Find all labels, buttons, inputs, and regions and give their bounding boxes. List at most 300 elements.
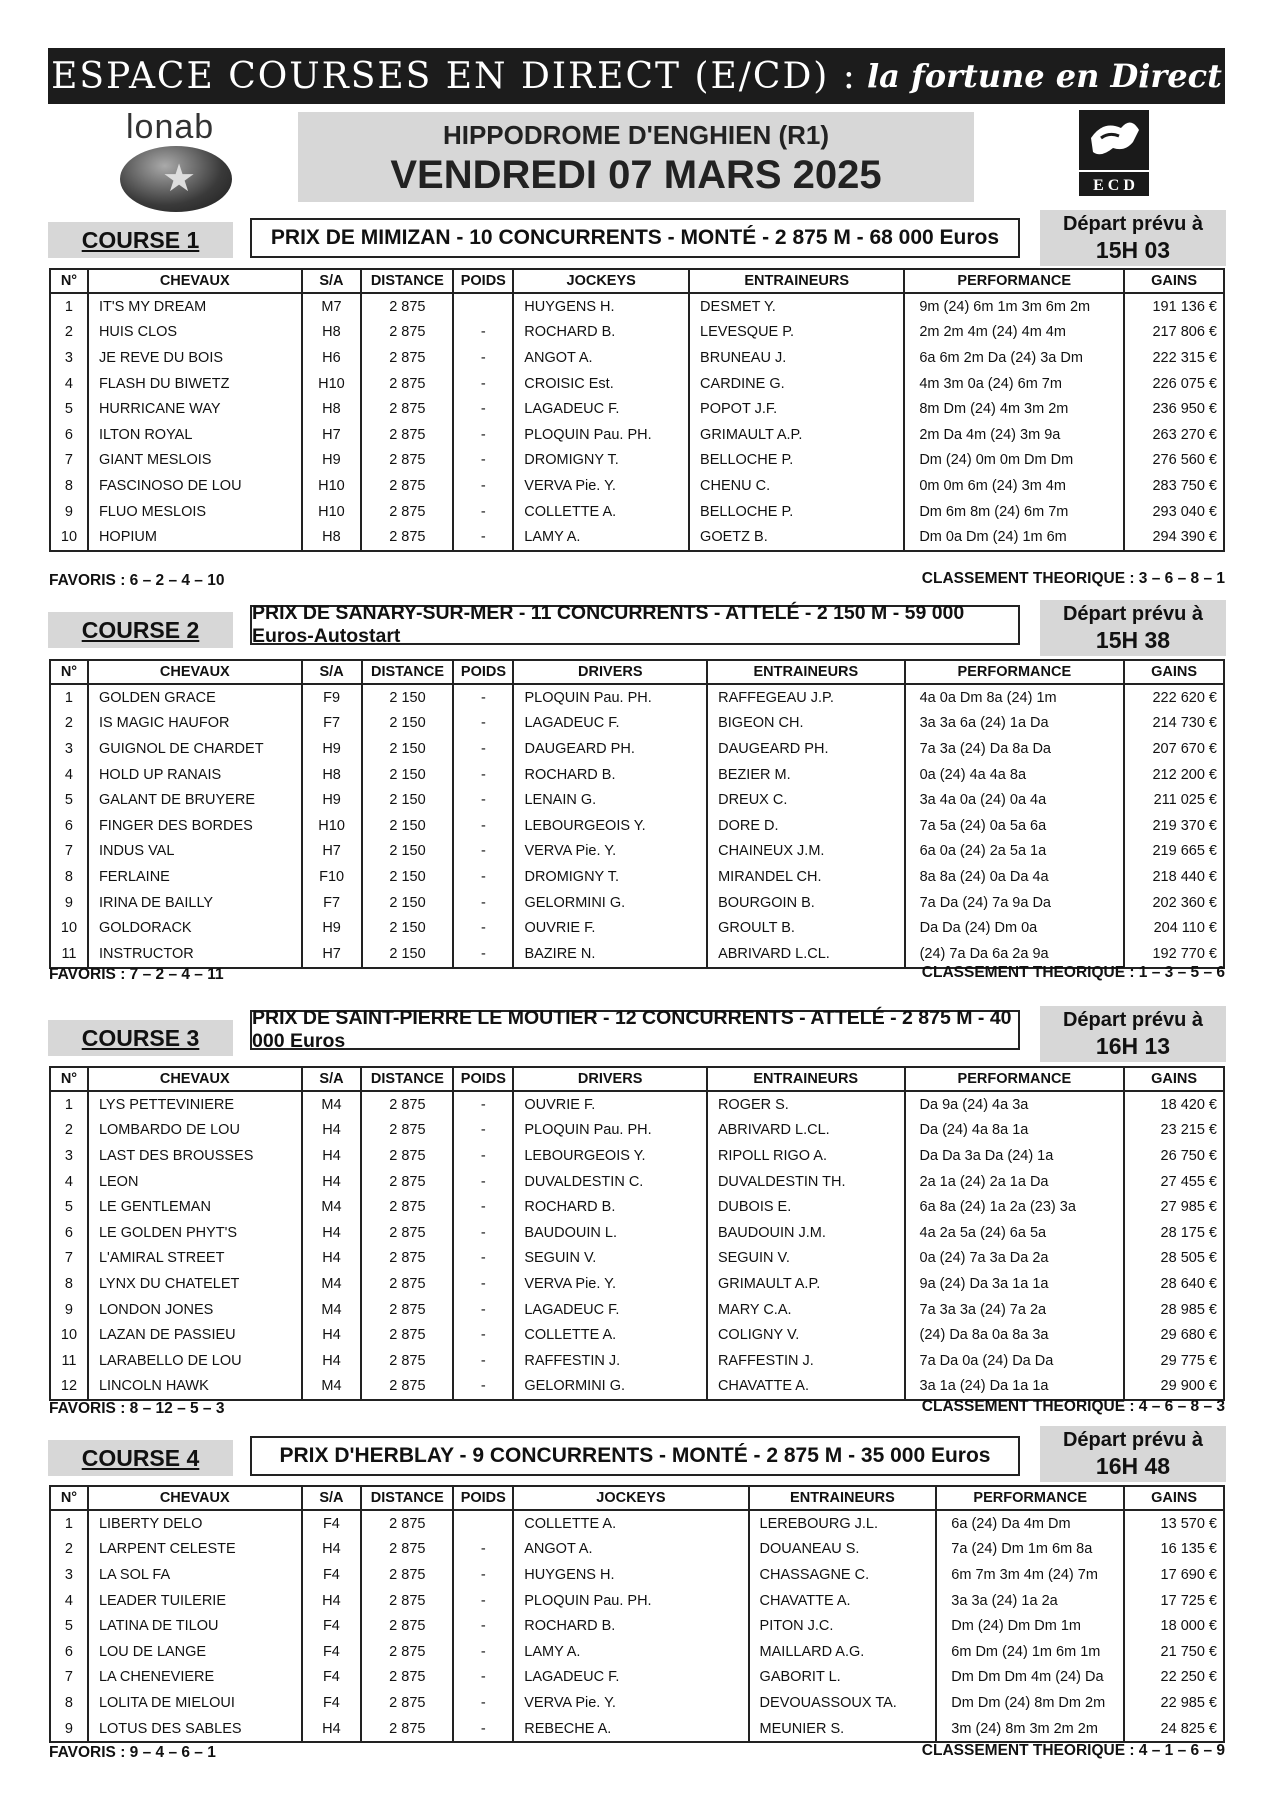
cell-trainer: LEREBOURG J.L.	[749, 1510, 937, 1537]
cell-earnings: 219 370 €	[1124, 813, 1224, 839]
cell-distance: 2 875	[361, 1665, 453, 1691]
cell-number: 8	[50, 864, 88, 890]
column-header-performance: PERFORMANCE	[905, 660, 1125, 684]
cell-trainer: PITON J.C.	[749, 1613, 937, 1639]
cell-performance: Dm Dm Dm 4m (24) Da	[936, 1665, 1124, 1691]
cell-horse: LARABELLO DE LOU	[88, 1348, 302, 1374]
cell-earnings: 222 620 €	[1124, 684, 1224, 711]
cell-performance: 7a Da 0a (24) Da Da	[905, 1348, 1125, 1374]
cell-distance: 2 150	[362, 762, 454, 788]
cell-performance: 6m Dm (24) 1m 6m 1m	[936, 1639, 1124, 1665]
cell-performance: Da Da (24) Dm 0a	[905, 915, 1125, 941]
cell-horse: ILTON ROYAL	[88, 422, 302, 448]
column-header-performance: PERFORMANCE	[905, 1067, 1125, 1091]
cell-distance: 2 875	[361, 1143, 453, 1169]
cell-weight: -	[453, 762, 513, 788]
cell-horse: LOMBARDO DE LOU	[88, 1118, 302, 1144]
cell-sex-age: H4	[302, 1716, 362, 1743]
cell-earnings: 214 730 €	[1124, 711, 1224, 737]
table-row	[50, 1562, 1224, 1588]
cell-horse: LATINA DE TILOU	[88, 1613, 302, 1639]
cell-horse: IRINA DE BAILLY	[88, 890, 302, 916]
hippodrome-title: HIPPODROME D'ENGHIEN (R1)	[442, 120, 830, 150]
column-header-number: N°	[50, 269, 88, 293]
table-row	[50, 864, 1224, 890]
cell-performance: 3a 3a (24) 1a 2a	[936, 1588, 1124, 1614]
cell-earnings: 219 665 €	[1124, 839, 1224, 865]
cell-trainer: LEVESQUE P.	[689, 320, 904, 346]
cell-horse: FLUO MESLOIS	[88, 499, 302, 525]
cell-weight: -	[453, 448, 513, 474]
cell-earnings: 22 250 €	[1124, 1665, 1224, 1691]
cell-weight: -	[453, 839, 513, 865]
cell-sex-age: H4	[302, 1143, 362, 1169]
cell-performance: 8a 8a (24) 0a Da 4a	[905, 864, 1125, 890]
cell-trainer: DUVALDESTIN TH.	[707, 1169, 905, 1195]
cell-rider: ANGOT A.	[513, 345, 689, 371]
cell-rider: ANGOT A.	[513, 1537, 748, 1563]
cell-weight: -	[453, 941, 513, 968]
course-1-classement: CLASSEMENT THEORIQUE : 3 – 6 – 8 – 1	[921, 570, 1225, 587]
cell-rider: REBECHE A.	[513, 1716, 748, 1743]
cell-sex-age: M4	[302, 1297, 362, 1323]
cell-number: 9	[50, 499, 88, 525]
cell-distance: 2 875	[361, 1510, 453, 1537]
cell-distance: 2 875	[361, 293, 453, 320]
column-header-rider: DRIVERS	[513, 1067, 707, 1091]
cell-number: 8	[50, 1271, 88, 1297]
column-header-rider: JOCKEYS	[513, 1486, 748, 1510]
cell-sex-age: F4	[302, 1613, 362, 1639]
course-4-prix: PRIX D'HERBLAY - 9 CONCURRENTS - MONTÉ - 2 875 M - 35 000 Euros	[250, 1436, 1020, 1476]
cell-performance: 4m 3m 0a (24) 6m 7m	[904, 371, 1124, 397]
cell-horse: FERLAINE	[88, 864, 302, 890]
meeting-date: VENDREDI 07 MARS 2025	[390, 153, 882, 197]
cell-sex-age: H10	[302, 371, 362, 397]
table-row	[50, 1322, 1224, 1348]
cell-earnings: 16 135 €	[1124, 1537, 1224, 1563]
cell-weight: -	[453, 1118, 513, 1144]
cell-number: 6	[50, 813, 88, 839]
cell-trainer: GROULT B.	[707, 915, 905, 941]
lonab-logo: lonab ★	[118, 108, 236, 214]
cell-number: 2	[50, 320, 88, 346]
cell-earnings: 276 560 €	[1124, 448, 1224, 474]
cell-sex-age: F9	[302, 684, 362, 711]
cell-earnings: 18 420 €	[1124, 1091, 1224, 1118]
cell-horse: LOTUS DES SABLES	[88, 1716, 302, 1743]
cell-horse: GOLDEN GRACE	[88, 684, 302, 711]
table-row	[50, 1716, 1224, 1743]
table-row	[50, 684, 1224, 711]
cell-horse: HOPIUM	[88, 524, 302, 551]
cell-number: 7	[50, 1665, 88, 1691]
cell-rider: DUVALDESTIN C.	[513, 1169, 707, 1195]
column-header-sex-age: S/A	[302, 660, 362, 684]
cell-weight: -	[453, 1246, 513, 1272]
table-row	[50, 1118, 1224, 1144]
cell-sex-age: M4	[302, 1091, 362, 1118]
cell-earnings: 204 110 €	[1124, 915, 1224, 941]
cell-trainer: MEUNIER S.	[749, 1716, 937, 1743]
cell-horse: INDUS VAL	[88, 839, 302, 865]
cell-sex-age: F4	[302, 1665, 362, 1691]
cell-weight: -	[453, 1588, 513, 1614]
cell-distance: 2 875	[361, 371, 453, 397]
column-header-performance: PERFORMANCE	[936, 1486, 1124, 1510]
cell-weight: -	[453, 915, 513, 941]
column-header-number: N°	[50, 1486, 88, 1510]
cell-sex-age: H8	[302, 320, 362, 346]
cell-sex-age: H10	[302, 813, 362, 839]
cell-sex-age: H4	[302, 1588, 362, 1614]
cell-earnings: 27 455 €	[1124, 1169, 1224, 1195]
course-3-classement: CLASSEMENT THEORIQUE : 4 – 6 – 8 – 3	[921, 1398, 1225, 1415]
cell-weight: -	[453, 1562, 513, 1588]
table-row	[50, 422, 1224, 448]
cell-performance: Dm (24) 0m 0m Dm Dm	[904, 448, 1124, 474]
cell-trainer: MAILLARD A.G.	[749, 1639, 937, 1665]
cell-trainer: CARDINE G.	[689, 371, 904, 397]
table-row	[50, 1510, 1224, 1537]
cell-rider: VERVA Pie. Y.	[513, 839, 707, 865]
cell-distance: 2 875	[361, 1271, 453, 1297]
cell-horse: GIANT MESLOIS	[88, 448, 302, 474]
cell-earnings: 29 680 €	[1124, 1322, 1224, 1348]
cell-weight: -	[453, 396, 513, 422]
cell-trainer: ABRIVARD L.CL.	[707, 941, 905, 968]
column-header-earnings: GAINS	[1124, 269, 1224, 293]
column-header-rider: DRIVERS	[513, 660, 707, 684]
cell-rider: PLOQUIN Pau. PH.	[513, 684, 707, 711]
cell-sex-age: H8	[302, 524, 362, 551]
cell-sex-age: F4	[302, 1562, 362, 1588]
cell-distance: 2 150	[362, 890, 454, 916]
cell-rider: LAGADEUC F.	[513, 1297, 707, 1323]
column-header-horse: CHEVAUX	[88, 1067, 302, 1091]
cell-sex-age: H10	[302, 499, 362, 525]
cell-rider: LEBOURGEOIS Y.	[513, 813, 707, 839]
cell-performance: 4a 2a 5a (24) 6a 5a	[905, 1220, 1125, 1246]
cell-rider: PLOQUIN Pau. PH.	[513, 422, 689, 448]
cell-distance: 2 875	[361, 524, 453, 551]
cell-distance: 2 875	[361, 448, 453, 474]
cell-rider: LAGADEUC F.	[513, 1665, 748, 1691]
cell-earnings: 212 200 €	[1124, 762, 1224, 788]
cell-performance: 0m 0m 6m (24) 3m 4m	[904, 473, 1124, 499]
cell-rider: SEGUIN V.	[513, 1246, 707, 1272]
cell-sex-age: H7	[302, 941, 362, 968]
cell-trainer: MIRANDEL CH.	[707, 864, 905, 890]
cell-trainer: DAUGEARD PH.	[707, 736, 905, 762]
cell-horse: LOU DE LANGE	[88, 1639, 302, 1665]
column-header-horse: CHEVAUX	[88, 269, 302, 293]
table-row	[50, 473, 1224, 499]
cell-number: 4	[50, 371, 88, 397]
cell-performance: 6a 6m 2m Da (24) 3a Dm	[904, 345, 1124, 371]
course-4-favoris: FAVORIS : 9 – 4 – 6 – 1	[49, 1744, 216, 1761]
cell-trainer: DEVOUASSOUX TA.	[749, 1690, 937, 1716]
column-header-number: N°	[50, 1067, 88, 1091]
cell-horse: LARPENT CELESTE	[88, 1537, 302, 1563]
course-1-favoris: FAVORIS : 6 – 2 – 4 – 10	[49, 572, 225, 589]
cell-weight: -	[453, 1665, 513, 1691]
table-header-row	[50, 269, 1224, 293]
column-header-trainer: ENTRAINEURS	[707, 1067, 905, 1091]
course-2-label: COURSE 2	[48, 612, 233, 648]
table-row	[50, 736, 1224, 762]
cell-distance: 2 875	[361, 1562, 453, 1588]
banner-slogan: la fortune en Direct	[866, 57, 1222, 95]
cell-earnings: 29 900 €	[1124, 1374, 1224, 1401]
cell-trainer: BIGEON CH.	[707, 711, 905, 737]
course-2-favoris: FAVORIS : 7 – 2 – 4 – 11	[49, 966, 224, 983]
cell-performance: Da 9a (24) 4a 3a	[905, 1091, 1125, 1118]
course-1-depart: Départ prévu à 15H 03	[1040, 210, 1226, 266]
cell-sex-age: H9	[302, 736, 362, 762]
cell-rider: ROCHARD B.	[513, 762, 707, 788]
cell-earnings: 13 570 €	[1124, 1510, 1224, 1537]
cell-performance: 3a 3a 6a (24) 1a Da	[905, 711, 1125, 737]
column-header-rider: JOCKEYS	[513, 269, 689, 293]
table-row	[50, 396, 1224, 422]
table-row	[50, 1588, 1224, 1614]
table-row	[50, 839, 1224, 865]
cell-distance: 2 150	[362, 736, 454, 762]
cell-sex-age: H4	[302, 1537, 362, 1563]
cell-distance: 2 875	[361, 1297, 453, 1323]
cell-performance: 7a 3a 3a (24) 7a 2a	[905, 1297, 1125, 1323]
cell-rider: COLLETTE A.	[513, 1322, 707, 1348]
course-3-prix: PRIX DE SAINT-PIERRE LE MOUTIER - 12 CONCURRENTS - ATTELÉ - 2 875 M - 40 000 Euros	[250, 1010, 1020, 1050]
cell-distance: 2 875	[361, 1220, 453, 1246]
cell-earnings: 27 985 €	[1124, 1194, 1224, 1220]
cell-distance: 2 875	[361, 1537, 453, 1563]
column-header-sex-age: S/A	[302, 1486, 362, 1510]
cell-earnings: 211 025 €	[1124, 787, 1224, 813]
course-1-table	[49, 268, 1225, 552]
column-header-weight: POIDS	[453, 1067, 513, 1091]
cell-performance: 2a 1a (24) 2a 1a Da	[905, 1169, 1125, 1195]
cell-horse: FASCINOSO DE LOU	[88, 473, 302, 499]
table-row	[50, 787, 1224, 813]
cell-weight: -	[453, 1143, 513, 1169]
cell-rider: RAFFESTIN J.	[513, 1348, 707, 1374]
cell-weight: -	[453, 1322, 513, 1348]
ecd-logo	[1073, 108, 1155, 198]
cell-distance: 2 875	[361, 1246, 453, 1272]
table-row	[50, 1374, 1224, 1401]
cell-distance: 2 875	[361, 1118, 453, 1144]
column-header-weight: POIDS	[453, 1486, 513, 1510]
column-header-earnings: GAINS	[1124, 1067, 1224, 1091]
cell-earnings: 263 270 €	[1124, 422, 1224, 448]
cell-rider: LAMY A.	[513, 524, 689, 551]
cell-horse: LYS PETTEVINIERE	[88, 1091, 302, 1118]
table-row	[50, 1348, 1224, 1374]
cell-performance: 3m (24) 8m 3m 2m 2m	[936, 1716, 1124, 1743]
column-header-earnings: GAINS	[1124, 1486, 1224, 1510]
cell-sex-age: M4	[302, 1194, 362, 1220]
banner-title: ESPACE COURSES EN DIRECT (E/CD) :	[51, 55, 857, 97]
cell-sex-age: H4	[302, 1322, 362, 1348]
cell-earnings: 28 505 €	[1124, 1246, 1224, 1272]
cell-horse: FLASH DU BIWETZ	[88, 371, 302, 397]
cell-number: 11	[50, 1348, 88, 1374]
cell-number: 10	[50, 1322, 88, 1348]
cell-weight: -	[453, 684, 513, 711]
cell-number: 5	[50, 787, 88, 813]
cell-earnings: 22 985 €	[1124, 1690, 1224, 1716]
cell-sex-age: H9	[302, 787, 362, 813]
cell-weight: -	[453, 864, 513, 890]
cell-weight: -	[453, 711, 513, 737]
course-2-depart: Départ prévu à 15H 38	[1040, 600, 1226, 656]
cell-weight: -	[453, 422, 513, 448]
cell-trainer: CHENU C.	[689, 473, 904, 499]
cell-rider: PLOQUIN Pau. PH.	[513, 1588, 748, 1614]
cell-performance: 7a (24) Dm 1m 6m 8a	[936, 1537, 1124, 1563]
cell-weight: -	[453, 1690, 513, 1716]
cell-distance: 2 875	[361, 1690, 453, 1716]
cell-earnings: 28 175 €	[1124, 1220, 1224, 1246]
cell-rider: OUVRIE F.	[513, 1091, 707, 1118]
cell-rider: LEBOURGEOIS Y.	[513, 1143, 707, 1169]
table-row	[50, 762, 1224, 788]
cell-horse: LIBERTY DELO	[88, 1510, 302, 1537]
cell-performance: 6a (24) Da 4m Dm	[936, 1510, 1124, 1537]
cell-earnings: 293 040 €	[1124, 499, 1224, 525]
cell-earnings: 17 725 €	[1124, 1588, 1224, 1614]
table-row	[50, 1639, 1224, 1665]
cell-horse: HURRICANE WAY	[88, 396, 302, 422]
cell-sex-age: H8	[302, 396, 362, 422]
cell-rider: DAUGEARD PH.	[513, 736, 707, 762]
cell-distance: 2 875	[361, 320, 453, 346]
table-row	[50, 499, 1224, 525]
cell-performance: 3a 4a 0a (24) 0a 4a	[905, 787, 1125, 813]
cell-sex-age: H9	[302, 448, 362, 474]
cell-number: 2	[50, 1537, 88, 1563]
cell-trainer: CHAVATTE A.	[749, 1588, 937, 1614]
cell-performance: 2m Da 4m (24) 3m 9a	[904, 422, 1124, 448]
cell-rider: LAGADEUC F.	[513, 396, 689, 422]
cell-earnings: 28 640 €	[1124, 1271, 1224, 1297]
cell-trainer: DREUX C.	[707, 787, 905, 813]
cell-distance: 2 875	[361, 1374, 453, 1401]
column-header-distance: DISTANCE	[361, 1486, 453, 1510]
cell-rider: DROMIGNY T.	[513, 448, 689, 474]
cell-performance: Dm 0a Dm (24) 1m 6m	[904, 524, 1124, 551]
cell-trainer: BOURGOIN B.	[707, 890, 905, 916]
cell-sex-age: H4	[302, 1348, 362, 1374]
cell-sex-age: H9	[302, 915, 362, 941]
cell-horse: HOLD UP RANAIS	[88, 762, 302, 788]
column-header-horse: CHEVAUX	[88, 1486, 302, 1510]
cell-performance: (24) Da 8a 0a 8a 3a	[905, 1322, 1125, 1348]
cell-number: 7	[50, 448, 88, 474]
cell-number: 6	[50, 1639, 88, 1665]
cell-sex-age: M4	[302, 1271, 362, 1297]
table-row	[50, 1091, 1224, 1118]
cell-number: 9	[50, 1716, 88, 1743]
cell-performance: 6m 7m 3m 4m (24) 7m	[936, 1562, 1124, 1588]
cell-rider: BAUDOUIN L.	[513, 1220, 707, 1246]
cell-sex-age: F7	[302, 711, 362, 737]
cell-number: 3	[50, 736, 88, 762]
cell-weight: -	[453, 813, 513, 839]
cell-performance: 0a (24) 4a 4a 8a	[905, 762, 1125, 788]
table-row	[50, 890, 1224, 916]
cell-horse: INSTRUCTOR	[88, 941, 302, 968]
cell-weight: -	[453, 1271, 513, 1297]
cell-weight: -	[453, 890, 513, 916]
cell-rider: ROCHARD B.	[513, 1613, 748, 1639]
cell-horse: LOLITA DE MIELOUI	[88, 1690, 302, 1716]
cell-earnings: 26 750 €	[1124, 1143, 1224, 1169]
column-header-trainer: ENTRAINEURS	[707, 660, 905, 684]
cell-horse: LE GOLDEN PHYT'S	[88, 1220, 302, 1246]
column-header-sex-age: S/A	[302, 269, 362, 293]
cell-performance: 3a 1a (24) Da 1a 1a	[905, 1374, 1125, 1401]
cell-trainer: ABRIVARD L.CL.	[707, 1118, 905, 1144]
course-3-depart: Départ prévu à 16H 13	[1040, 1006, 1226, 1062]
cell-number: 5	[50, 396, 88, 422]
cell-distance: 2 150	[362, 711, 454, 737]
column-header-earnings: GAINS	[1124, 660, 1224, 684]
cell-weight: -	[453, 371, 513, 397]
cell-weight: -	[453, 499, 513, 525]
cell-number: 3	[50, 1562, 88, 1588]
svg-text:E C D: E C D	[1093, 177, 1135, 194]
cell-number: 10	[50, 915, 88, 941]
cell-weight: -	[453, 1194, 513, 1220]
cell-rider: LENAIN G.	[513, 787, 707, 813]
cell-performance: Dm Dm (24) 8m Dm 2m	[936, 1690, 1124, 1716]
table-row	[50, 345, 1224, 371]
cell-rider: CROISIC Est.	[513, 371, 689, 397]
cell-earnings: 283 750 €	[1124, 473, 1224, 499]
cell-horse: LE GENTLEMAN	[88, 1194, 302, 1220]
cell-number: 11	[50, 941, 88, 968]
cell-distance: 2 875	[361, 1639, 453, 1665]
cell-sex-age: F10	[302, 864, 362, 890]
table-row	[50, 524, 1224, 551]
cell-earnings: 222 315 €	[1124, 345, 1224, 371]
cell-distance: 2 875	[361, 1613, 453, 1639]
column-header-weight: POIDS	[453, 269, 513, 293]
cell-earnings: 18 000 €	[1124, 1613, 1224, 1639]
cell-weight: -	[453, 1537, 513, 1563]
cell-distance: 2 875	[361, 1194, 453, 1220]
cell-performance: Dm 6m 8m (24) 6m 7m	[904, 499, 1124, 525]
cell-trainer: BRUNEAU J.	[689, 345, 904, 371]
cell-performance: 6a 0a (24) 2a 5a 1a	[905, 839, 1125, 865]
meeting-header	[298, 112, 974, 202]
cell-rider: GELORMINI G.	[513, 1374, 707, 1401]
cell-distance: 2 875	[361, 1716, 453, 1743]
column-header-number: N°	[50, 660, 88, 684]
cell-weight: -	[453, 1220, 513, 1246]
cell-distance: 2 875	[361, 1322, 453, 1348]
cell-weight: -	[453, 345, 513, 371]
cell-trainer: DESMET Y.	[689, 293, 904, 320]
table-row	[50, 1169, 1224, 1195]
table-row	[50, 1613, 1224, 1639]
cell-earnings: 191 136 €	[1124, 293, 1224, 320]
cell-rider: COLLETTE A.	[513, 1510, 748, 1537]
cell-horse: LEADER TUILERIE	[88, 1588, 302, 1614]
